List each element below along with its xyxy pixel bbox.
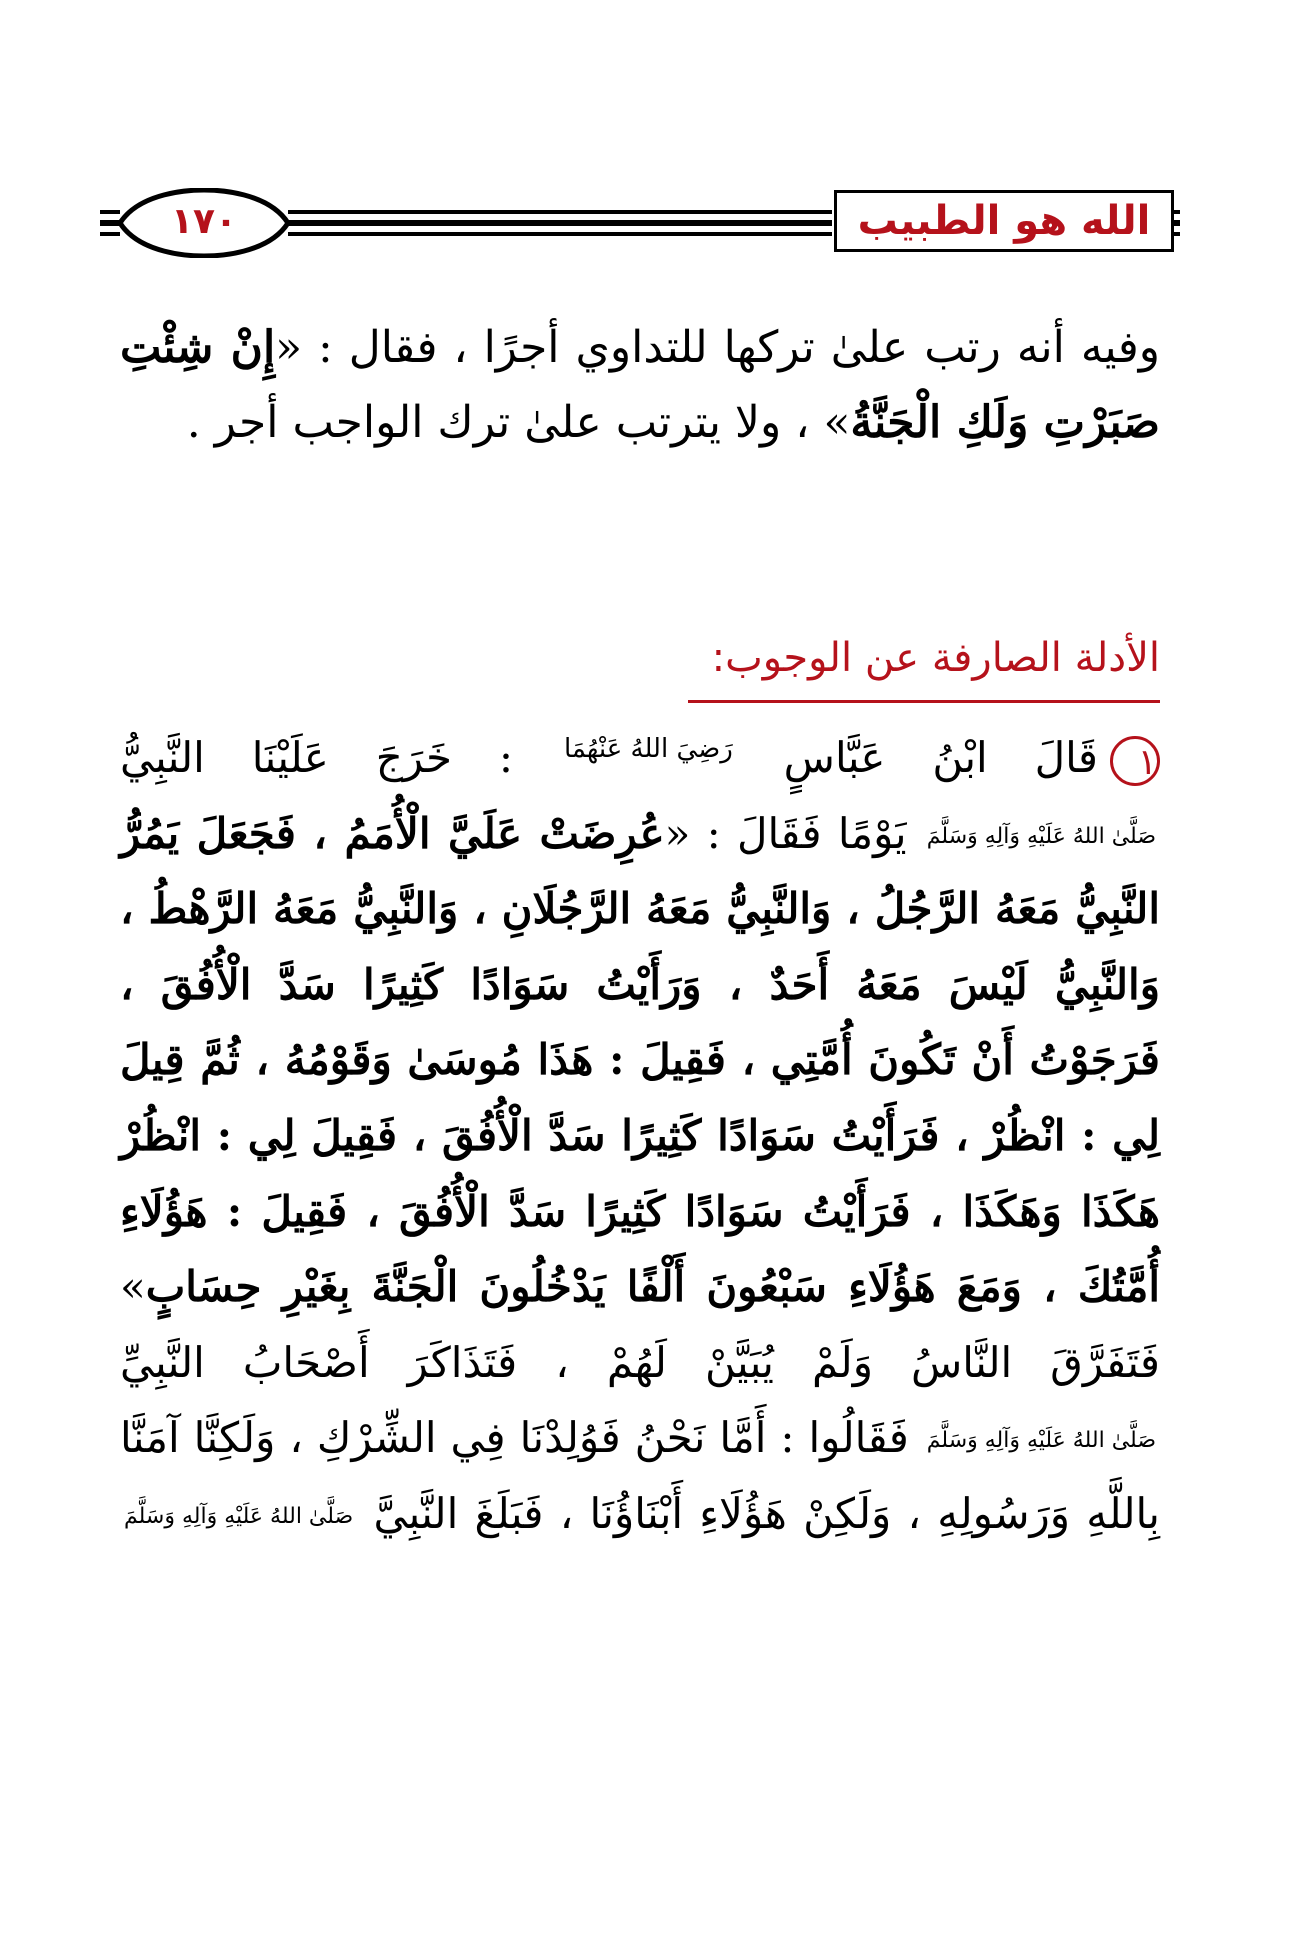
- sallallahu-glyph-2: صَلَّىٰ اللهُ عَلَيْهِ وَآلِهِ وَسَلَّمَ: [926, 1428, 1156, 1454]
- hadith-text: [120, 720, 1160, 1552]
- intro-paragraph: [120, 310, 1160, 460]
- hadith-opening-a: قَالَ ابْنُ عَبَّاسٍ: [783, 733, 1098, 782]
- intro-quote: إِنْ شِئْتِ صَبَرْتِ وَلَكِ الْجَنَّةُ: [120, 322, 1160, 448]
- running-title-box: [834, 190, 1174, 252]
- section-heading: الأدلة الصارفة عن الوجوب:: [688, 628, 1160, 703]
- hadith-opening-b: : خَرَجَ عَلَيْنَا النَّبِيُّ: [120, 733, 514, 782]
- intro-text-b: » ، ولا يترتب علىٰ ترك الواجب أجر .: [186, 397, 851, 448]
- hadith-opening-c: يَوْمًا فَقَالَ : «: [664, 808, 907, 858]
- running-title: الله هو الطبيب: [857, 198, 1151, 244]
- hadith-quote: عُرِضَتْ عَلَيَّ الْأُمَمُ ، فَجَعَلَ يَمُرُّ النَّبِيُّ مَعَهُ الرَّجُلُ ، وَالنَّبِيُّ مَعَهُ الرَّجُلَانِ ، وَالنَّبِيُّ مَعَهُ الرَّهْطُ ، وَالنَّبِيُّ لَيْسَ مَعَهُ أَحَدٌ ، وَرَأَيْتُ سَوَادًا كَثِيرًا سَدَّ الْأُفُقَ ، فَرَجَوْتُ أَنْ تَكُونَ أُمَّتِي ، فَقِيلَ : هَذَا مُوسَىٰ وَقَوْمُهُ ، ثُمَّ قِيلَ لِي : انْظُرْ ، فَرَأَيْتُ سَوَادًا كَثِيرًا سَدَّ الْأُفُقَ ، فَقِيلَ لِي : انْظُرْ هَكَذَا وَهَكَذَا ، فَرَأَيْتُ سَوَادًا كَثِيرًا سَدَّ الْأُفُقَ ، فَقِيلَ : هَؤُلَاءِ أُمَّتُكَ ، وَمَعَ هَؤُلَاءِ سَبْعُونَ أَلْفًا يَدْخُلُونَ الْجَنَّةَ بِغَيْرِ حِسَابٍ: [120, 808, 1160, 1312]
- hadith-after-honorific: فَقَالُوا : أَمَّا نَحْنُ فَوُلِدْنَا فِي الشِّرْكِ ، وَلَكِنَّا آمَنَّا بِاللَّهِ وَرَسُولِهِ ، وَلَكِنْ هَؤُلَاءِ أَبْنَاؤُنَا ، فَبَلَغَ النَّبِيَّ: [120, 1413, 1160, 1538]
- intro-text-a: وفيه أنه رتب علىٰ تركها للتداوي أجرًا ، فقال : «: [275, 322, 1160, 373]
- intro-text: [120, 310, 1160, 460]
- hadith-after-quote: » فَتَفَرَّقَ النَّاسُ وَلَمْ يُبَيَّنْ لَهُمْ ، فَتَذَاكَرَ أَصْحَابُ النَّبِيِّ: [120, 1262, 1160, 1387]
- hadith-block: [120, 720, 1160, 1552]
- sallallahu-glyph-3: صَلَّىٰ اللهُ عَلَيْهِ وَآلِهِ وَسَلَّمَ: [124, 1503, 354, 1529]
- page-number: ١٧٠: [171, 200, 237, 242]
- running-header: [100, 188, 1180, 258]
- sallallahu-glyph-1: صَلَّىٰ اللهُ عَلَيْهِ وَآلِهِ وَسَلَّمَ: [926, 823, 1157, 849]
- hadith-number-badge: ١: [1110, 736, 1160, 786]
- radiallahu-glyph: رَضِيَ اللهُ عَنْهُمَا: [563, 734, 733, 764]
